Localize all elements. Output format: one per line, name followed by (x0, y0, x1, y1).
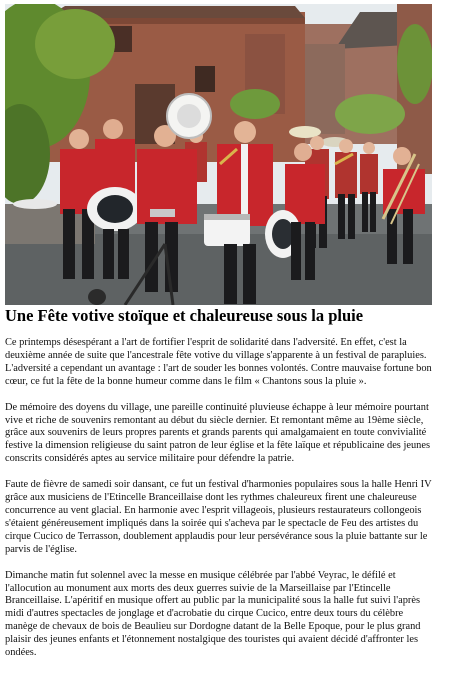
article-paragraph: Faute de fièvre de samedi soir dansant, ce fut un festival d'harmonies populaires sous la halle Henri IV grâce aux musiciens de l'Etincelle Branceillaise dont les rythmes chaleureux firent une chaleureuse concurrence au vent glacial. En harmonie avec l'esprit villageois, plusieurs restaurateurs collongeois s'étaient généreusement impliqués dans la soirée qui s'acheva par le spectacle de Feu des artistes du cirque Cucico de Terrasson, doublement applaudis pour leur persévérance sous la pluie battante sur le parvis de l'église. (5, 479, 432, 555)
article-paragraph: Dimanche matin fut solennel avec la messe en musique célébrée par l'abbé Veyrac, le défilé et l'allocution au monument aux morts des deux guerres suivie de la Marseillaise par l'Etincelle Branceillaise. L'apéritif en musique offert au public par la municipalité sous la halle fut suivi l'après midi d'autres spectacles de jonglage et d'acrobatie du cirque Cucico, entre deux tours du célèbre manège de chevaux de bois de Beaulieu sur Dordogne datant de la Belle Epoque, pour le plus grand plaisir des jeunes enfants et l'étonnement nostalgique des touristes qui avaient décidé d'affronter les ondées. (5, 569, 421, 659)
article-paragraph: De mémoire des doyens du village, une pareille continuité pluvieuse échappe à leur mémoire pourtant vive et riche de souvenirs remontant au début du siècle dernier. Et remontant même au 19ème siècle, grâce aux souvenirs de leurs propres parents et grands parents qui amalgamaient en toute convivialité festive la dimension religieuse du saint patron de leur église et la fête laïque et républicaine des jeunes conscrits considérés aptes au service militaire pour défendre la patrie. (5, 401, 430, 465)
article-body (5, 337, 437, 673)
article-paragraph: Ce printemps désespérant a l'art de fortifier l'esprit de solidarité dans l'adversité. En effet, c'est la deuxième année de suite que l'ancestrale fête votive du village s'apparente à un festival de parapluies. L'adversité a cependant un avantage : l'art de souder les bonnes volontés. Contre mauvaise fortune bon cœur, ce fut la fête de la bonne humeur comme dans le film « Chantons sous la pluie ». (5, 337, 432, 387)
article-headline: Une Fête votive stoïque et chaleureuse sous la pluie (5, 306, 364, 325)
article-photo-marching-band (5, 4, 432, 305)
